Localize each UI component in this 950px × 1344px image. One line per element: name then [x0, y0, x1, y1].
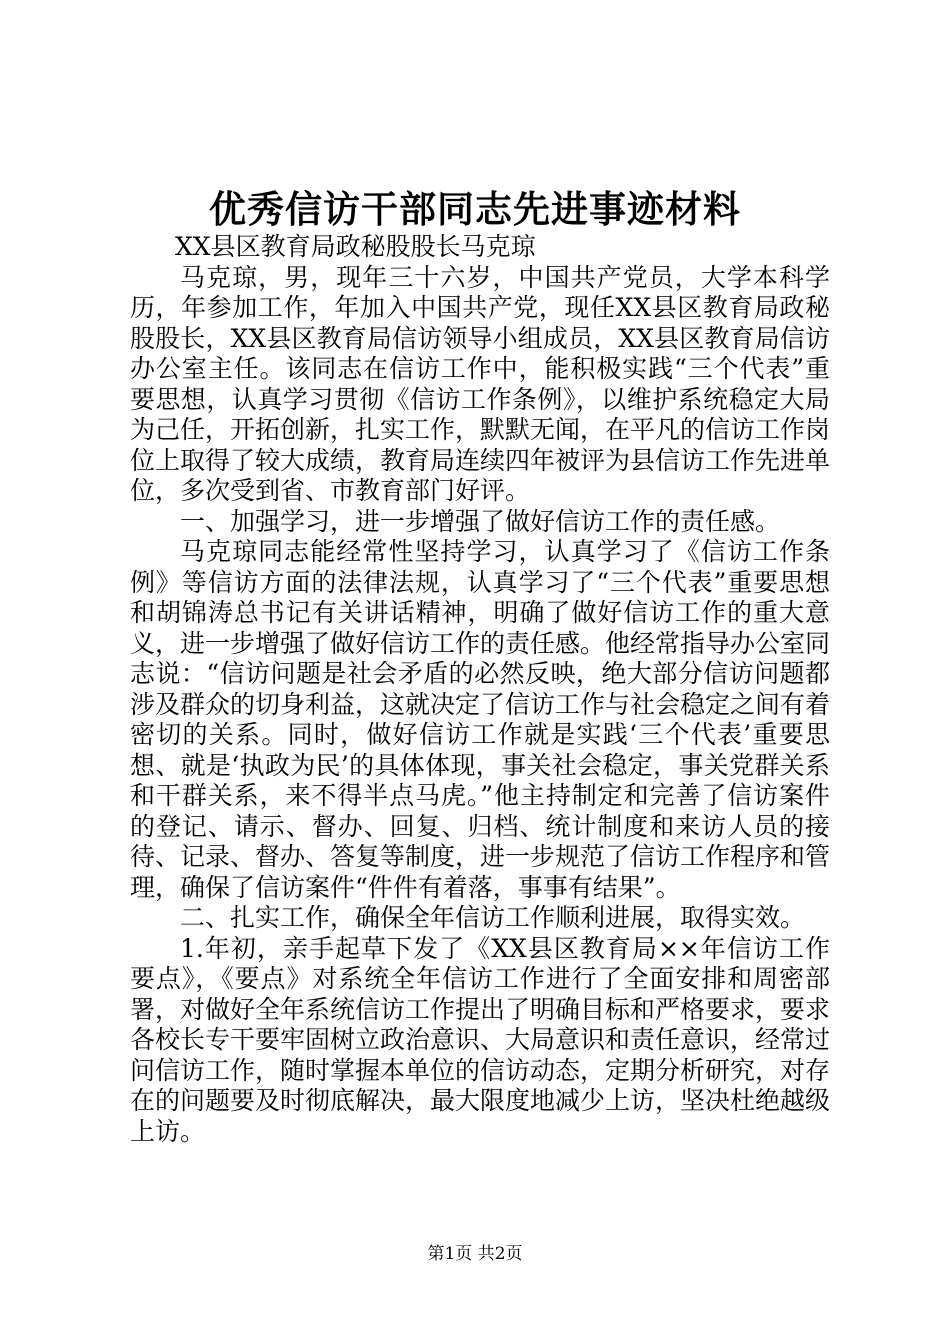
page-number-footer: 第1页 共2页 [427, 1244, 523, 1264]
section-paragraph-1: 马克琼同志能经常性坚持学习，认真学习了《信访工作条例》等信访方面的法律法规，认真学习了“三个代表”重要思想和胡锦涛总书记有关讲话精神，明确了做好信访工作的重大意义，进一步增强了做好信访工作的责任感。他经常指导办公室同志说：“信访问题是社会矛盾的必然反映，绝大部分信访问题都涉及群众的切身利益，这就决定了信访工作与社会稳定之间有着密切的关系。同时，做好信访工作就是实践‘三个代表’重要思想、就是‘执政为民’的具体体现，事关社会稳定，事关党群关系和干群关系，来不得半点马虎。”他主持制定和完善了信访案件的登记、请示、督办、回复、归档、统计制度和来访人员的接待、记录、督办、答复等制度，进一步规范了信访工作程序和管理，确保了信访案件“件件有着落，事事有结果”。 [130, 537, 831, 902]
document-body [130, 232, 830, 1147]
section-paragraph-2: 1.年初，亲手起草下发了《XX县区教育局××年信访工作要点》，《要点》对系统全年信访工作进行了全面安排和周密部署，对做好全年系统信访工作提出了明确目标和严格要求，要求各校长专干要牢固树立政治意识、大局意识和责任意识，经常过问信访工作，随时掌握本单位的信访动态，定期分析研究，对存在的问题要及时彻底解决，最大限度地减少上访，坚决杜绝越级上访。 [130, 933, 831, 1146]
section-heading-2: 二、扎实工作，确保全年信访工作顺利进展，取得实效。 [180, 903, 806, 932]
section-heading-1: 一、加强学习，进一步增强了做好信访工作的责任感。 [180, 506, 781, 536]
author-line: XX县区教育局政秘股股长马克琼 [175, 232, 536, 261]
intro-paragraph: 马克琼，男，现年三十六岁，中国共产党员，大学本科学历，年参加工作，年加入中国共产党，现任XX县区教育局政秘股股长，XX县区教育局信访领导小组成员，XX县区教育局信访办公室主任。该同志在信访工作中，能积极实践“三个代表”重要思想，认真学习贯彻《信访工作条例》，以维护系统稳定大局为己任，开拓创新，扎实工作，默默无闻，在平凡的信访工作岗位上取得了较大成绩，教育局连续四年被评为县信访工作先进单位，多次受到省、市教育部门好评。 [130, 262, 831, 505]
document-title: 优秀信访干部同志先进事迹材料 [209, 187, 741, 231]
